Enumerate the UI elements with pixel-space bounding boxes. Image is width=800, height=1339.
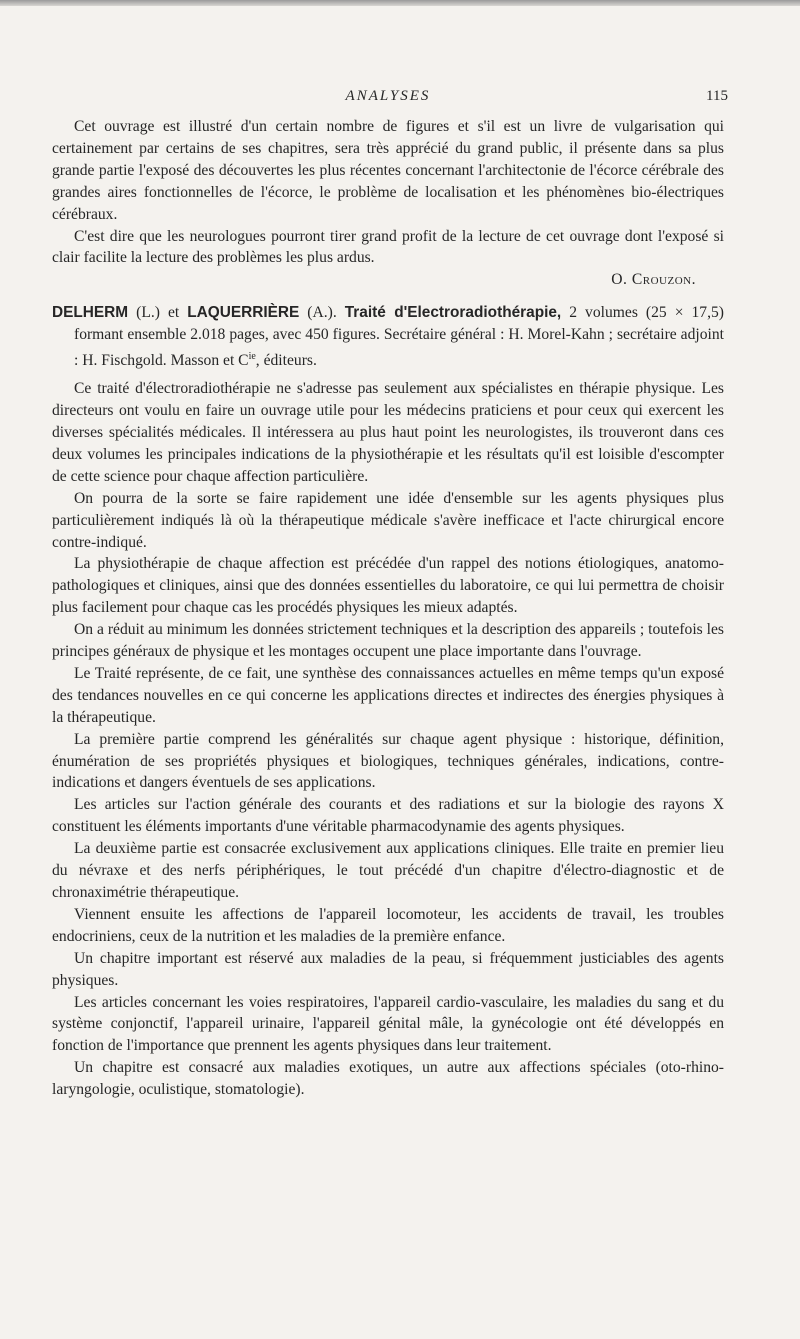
conjunction: et <box>167 304 180 322</box>
review-paragraph: Un chapitre important est réservé aux maladies de la peau, si fréquemment justiciables des agents physiques. <box>52 949 724 989</box>
page-number: 115 <box>706 88 728 104</box>
scan-top-edge <box>0 0 800 6</box>
book-publisher: , éditeurs. <box>255 352 317 370</box>
book-details: 2 volumes (25 × 17,5) formant ensemble 2.018 pages, avec 450 figures. Secrétaire général : H. Morel-Kahn ; secrétaire adjoint : H. Fischgold. Masson et C <box>74 304 724 370</box>
book-title: Traité d'Electroradiothérapie, <box>344 304 562 322</box>
review-paragraph: On a réduit au minimum les données strictement techniques et la description des appareils ; toutefois les principes généraux de physique et les montages occupent une place importante dans l'ouvrage. <box>52 621 724 661</box>
review-signature: O. Crouzon. <box>611 271 696 289</box>
intro-paragraph-1: Cet ouvrage est illustré d'un certain nombre de figures et s'il est un livre de vulgarisation qui certainement par certains de ses chapitres, sera très apprécié du grand public, il présente dans sa plus grande partie l'exposé des découvertes les plus récentes concernant l'architectonie de l'écorce cérébrale des grandes aires fonctionnelles de l'écorce, le problème de localisation et les phénomènes bio-électriques cérébraux. <box>52 118 724 223</box>
author-2-initial: (A.). <box>307 304 337 322</box>
review-paragraph: Un chapitre est consacré aux maladies exotiques, un autre aux affections spéciales (oto-rhino-laryngologie, oculistique, stomatologie). <box>52 1059 724 1099</box>
running-head: ANALYSES <box>345 88 431 104</box>
review-paragraph: Viennent ensuite les affections de l'appareil locomoteur, les accidents de travail, les troubles endocriniens, ceux de la nutrition et les maladies de la première enfance. <box>52 905 724 945</box>
author-2: LAQUERRIÈRE <box>187 304 300 322</box>
author-1-initial: (L.) <box>136 304 160 322</box>
book-entry-heading <box>52 302 724 372</box>
document-page <box>52 88 728 1101</box>
review-paragraph: La première partie comprend les généralités sur chaque agent physique : historique, définition, énumération de ses propriétés physiques et biologiques, techniques générales, indications, contre-indications et dangers éventuels de ses applications. <box>52 730 724 792</box>
page-header <box>52 88 728 116</box>
review-paragraph: Le Traité représente, de ce fait, une synthèse des connaissances actuelles en même temps qu'un exposé des tendances nouvelles en ce qui concerne les applications directes et indirectes des énergies physiques à la thérapeutique. <box>52 664 724 726</box>
review-paragraph: Les articles concernant les voies respiratoires, l'appareil cardio-vasculaire, les maladies du sang et du système conjonctif, l'appareil urinaire, l'appareil génital mâle, la gynécologie ont été développés en fonction de l'importance que prennent les agents physiques dans leur traitement. <box>52 993 724 1055</box>
intro-paragraph-2: C'est dire que les neurologues pourront tirer grand profit de la lecture de cet ouvrage dont l'exposé si clair facilite la lecture des problèmes les plus ardus. <box>52 227 724 267</box>
review-paragraph: Ce traité d'électroradiothérapie ne s'adresse pas seulement aux spécialistes en thérapie physique. Les directeurs ont voulu en faire un ouvrage utile pour les médecins praticiens et pour ceux qui exercent les diverses spécialités médicales. Il intéressera au plus haut point les neurologistes, ils trouveront dans ces deux volumes les principales indications de la physiothérapie et les résultats qu'il est loisible d'escompter de cette science pour chaque affection particulière. <box>52 380 724 485</box>
details-superscript: ie <box>248 351 256 363</box>
review-paragraph: Les articles sur l'action générale des courants et des radiations et sur la biologie des rayons X constituent les éléments importants d'une véritable pharmacodynamie des agents physiques. <box>52 796 724 836</box>
author-1: DELHERM <box>52 304 129 322</box>
review-paragraph: On pourra de la sorte se faire rapidement une idée d'ensemble sur les agents physiques plus particulièrement indiqués là où la thérapeutique médicale s'avère inefficace et l'acte chirurgical encore contre-indiqué. <box>52 489 724 551</box>
review-paragraph: La physiothérapie de chaque affection est précédée d'un rappel des notions étiologiques, anatomo-pathologiques et cliniques, ainsi que des données essentielles du laboratoire, ce qui lui permettra de choisir plus facilement pour chaque cas les procédés physiques les mieux adaptés. <box>52 555 724 617</box>
review-paragraph: La deuxième partie est consacrée exclusivement aux applications cliniques. Elle traite en premier lieu du névraxe et des nerfs périphériques, le tout précédé d'un chapitre d'électro-diagnostic et de chronaximétrie thérapeutique. <box>52 840 724 901</box>
